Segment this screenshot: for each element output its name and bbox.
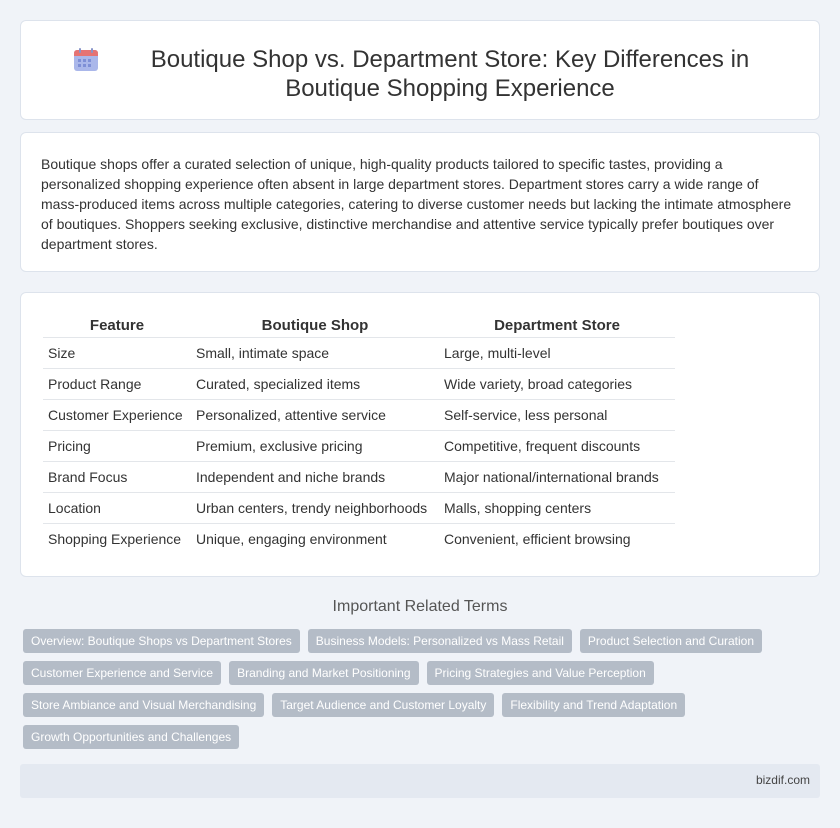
related-terms-title: Important Related Terms <box>332 598 508 615</box>
related-term-tag[interactable]: Store Ambiance and Visual Merchandising <box>23 693 264 717</box>
table-row <box>43 431 675 462</box>
table-cell: Location <box>43 493 191 524</box>
table-cell: Product Range <box>43 369 191 400</box>
table-row <box>43 493 675 524</box>
table-row <box>43 338 675 369</box>
related-term-tag[interactable]: Customer Experience and Service <box>23 661 221 685</box>
column-header: Department Store <box>494 317 620 334</box>
related-term-tag[interactable]: Flexibility and Trend Adaptation <box>502 693 685 717</box>
table-cell: Premium, exclusive pricing <box>191 431 439 462</box>
table-row <box>43 369 675 400</box>
site-name[interactable]: bizdif.com <box>755 773 810 787</box>
table-cell: Curated, specialized items <box>191 369 439 400</box>
header-card <box>20 20 820 120</box>
table-cell: Competitive, frequent discounts <box>439 431 675 462</box>
table-cell: Major national/international brands <box>439 462 675 493</box>
table-cell: Customer Experience <box>43 400 191 431</box>
table-cell: Pricing <box>43 431 191 462</box>
table-cell: Wide variety, broad categories <box>439 369 675 400</box>
table-cell: Self-service, less personal <box>439 400 675 431</box>
related-term-tag[interactable]: Overview: Boutique Shops vs Department Stores <box>23 629 300 653</box>
related-term-tag[interactable]: Product Selection and Curation <box>580 629 762 653</box>
table-cell: Size <box>43 338 191 369</box>
related-term-tag[interactable]: Target Audience and Customer Loyalty <box>272 693 494 717</box>
column-header: Boutique Shop <box>261 317 369 334</box>
related-term-tag[interactable]: Growth Opportunities and Challenges <box>23 725 239 749</box>
table-row <box>43 462 675 493</box>
table-cell: Shopping Experience <box>43 524 191 555</box>
table-row <box>43 524 675 555</box>
comparison-table-card <box>20 292 820 577</box>
related-term-tag[interactable]: Business Models: Personalized vs Mass Retail <box>308 629 572 653</box>
related-terms-list <box>23 629 783 749</box>
comparison-table <box>43 315 675 555</box>
footer <box>20 764 820 798</box>
table-cell: Convenient, efficient browsing <box>439 524 675 555</box>
table-cell: Brand Focus <box>43 462 191 493</box>
table-row <box>43 400 675 431</box>
intro-card <box>20 132 820 272</box>
table-cell: Malls, shopping centers <box>439 493 675 524</box>
table-cell: Unique, engaging environment <box>191 524 439 555</box>
column-header: Feature <box>89 317 145 334</box>
table-cell: Large, multi-level <box>439 338 675 369</box>
table-cell: Personalized, attentive service <box>191 400 439 431</box>
table-cell: Small, intimate space <box>191 338 439 369</box>
calendar-icon <box>73 48 99 72</box>
table-cell: Independent and niche brands <box>191 462 439 493</box>
page-title: Boutique Shop vs. Department Store: Key Differences in Boutique Shopping Experience <box>150 46 750 102</box>
intro-paragraph: Boutique shops offer a curated selection of unique, high-quality products tailored to specific tastes, providing a personalized shopping experience often absent in large department stores. Department stores carry a wide range of mass-produced items across multiple categories, catering to diverse customer needs but lacking the intimate atmosphere of boutiques. Shoppers seeking exclusive, distinctive merchandise and attentive service typically prefer boutiques over department stores. <box>41 156 792 252</box>
related-term-tag[interactable]: Pricing Strategies and Value Perception <box>427 661 654 685</box>
related-term-tag[interactable]: Branding and Market Positioning <box>229 661 418 685</box>
table-cell: Urban centers, trendy neighborhoods <box>191 493 439 524</box>
table-header-row <box>43 315 675 338</box>
